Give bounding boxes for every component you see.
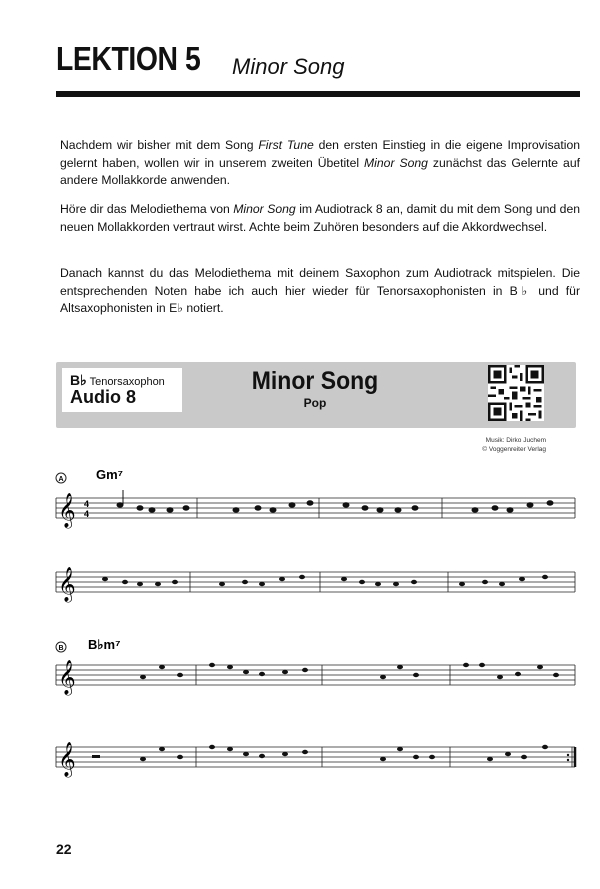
song-title: Minor Song <box>251 367 379 395</box>
play-along-paragraph: Danach kannst du das Melodiethema mit deinem Saxophon zum Audiotrack mitspielen. Die entsprechenden Noten habe ich auch hier wieder für Tenorsaxophonisten in B♭ und für Altsaxophonisten in E♭ notiert. <box>60 266 580 316</box>
qr-code-icon[interactable] <box>488 365 544 421</box>
staff-system-4 <box>0 715 600 825</box>
audio-track-label: Audio 8 <box>70 387 136 407</box>
listen-paragraph: Höre dir das Melodiethema von Minor Song im Audiotrack 8 an, damit du mit dem Song und den neuen Mollakkorden vertraut wirst. Achte beim Zuhören besonders auf die Akkordwechsel. <box>60 202 581 234</box>
chord-symbol-bbm7: B♭m⁷ <box>88 637 121 652</box>
rehearsal-mark-a: A <box>58 476 64 483</box>
music-credit: Musik: Dirko Juchem <box>485 437 546 444</box>
page-number: 22 <box>56 841 72 857</box>
svg-text:𝄞: 𝄞 <box>58 567 76 602</box>
lesson-heading: LEKTION 5 <box>56 40 201 77</box>
song-genre: Pop <box>303 396 327 410</box>
time-sig-bottom: 4 <box>84 509 90 519</box>
lesson-subtitle: Minor Song <box>232 54 345 79</box>
svg-text:𝄞: 𝄞 <box>58 660 76 695</box>
svg-text:𝄞: 𝄞 <box>58 742 76 777</box>
heading-rule <box>56 91 580 97</box>
intro-paragraph: Nachdem wir bisher mit dem Song First Tune den ersten Einstieg in die eigene Improvisation gelernt haben, wollen wir in unserem zweiten Übetitel Minor Song zunächst das Gelernte auf andere Mollakkorde anwenden. <box>60 138 581 188</box>
instrument-label: B♭ Tenorsaxophon <box>70 372 165 388</box>
time-sig-top: 4 <box>84 499 90 509</box>
svg-text:𝄞: 𝄞 <box>58 493 76 528</box>
copyright-credit: © Voggenreiter Verlag <box>482 446 546 453</box>
rehearsal-mark-b: B <box>58 645 64 652</box>
chord-symbol-gm7: Gm⁷ <box>96 467 124 482</box>
